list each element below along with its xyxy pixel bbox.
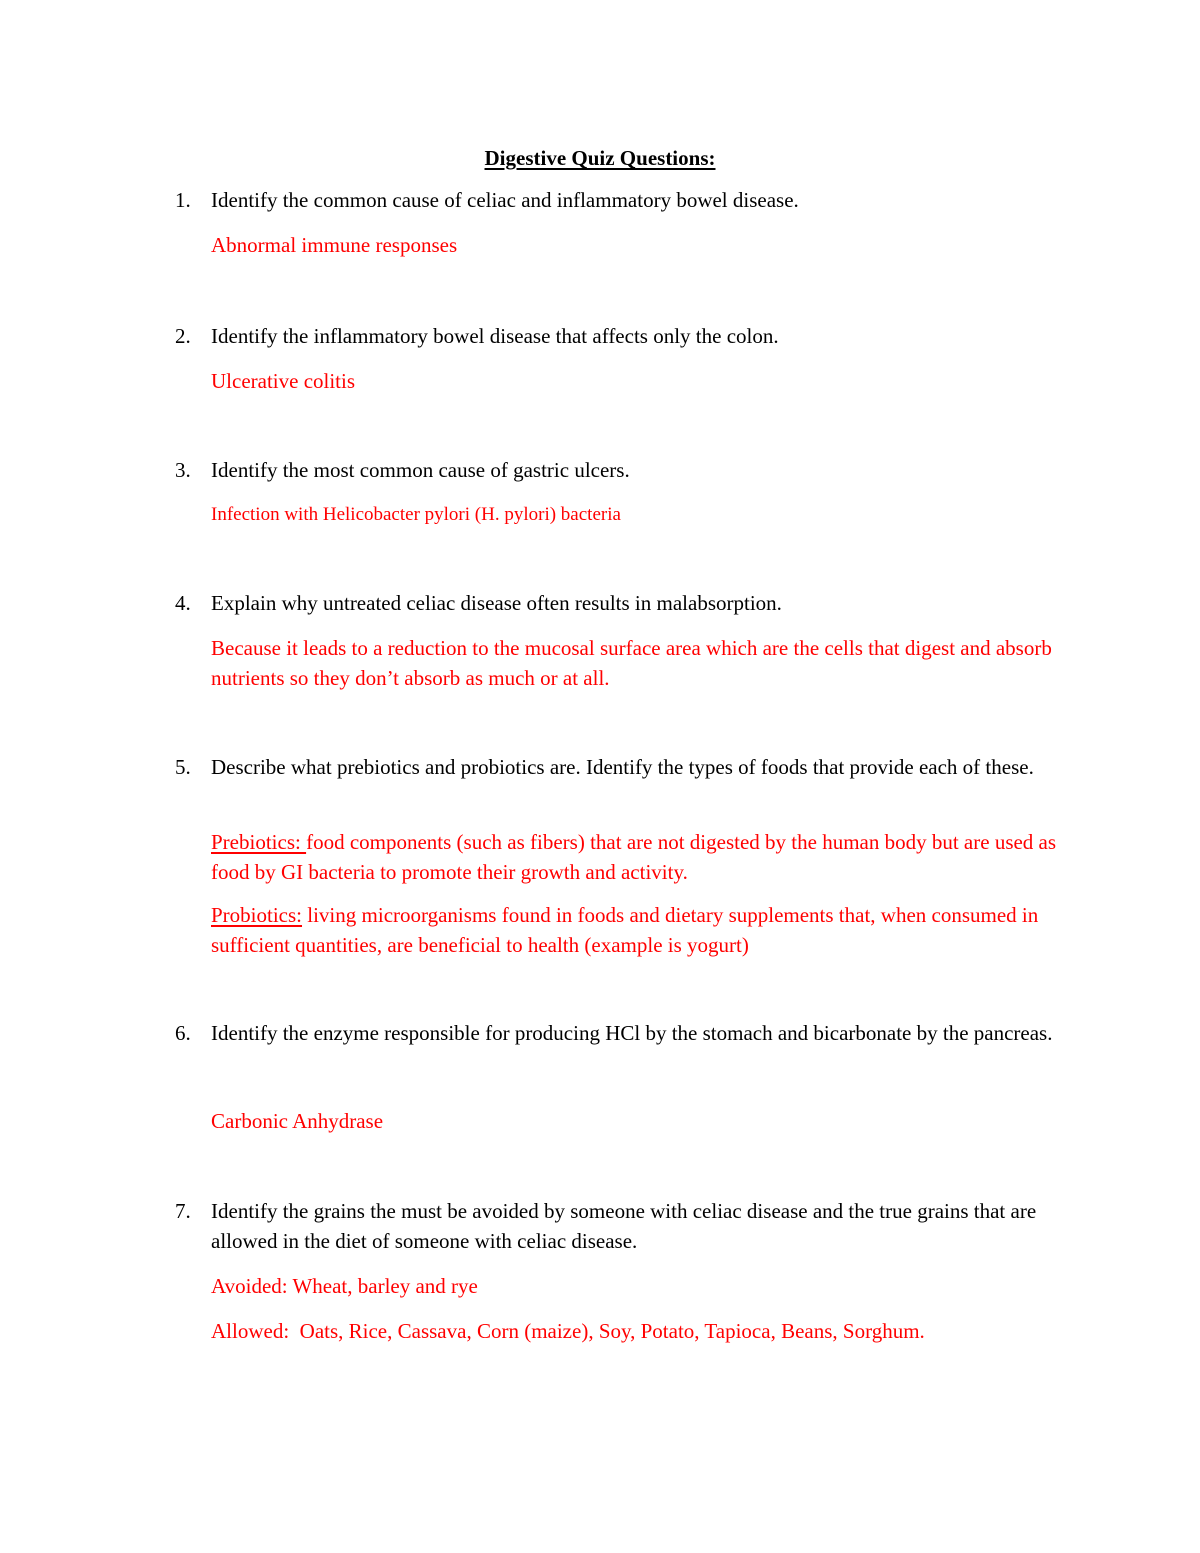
question-text: Describe what prebiotics and probiotics are. Identify the types of foods that provide each of these. (211, 755, 1034, 779)
answer-text: Ulcerative colitis (211, 369, 356, 393)
answer-text: Carbonic Anhydrase (211, 1109, 384, 1133)
prebiotics-definition: food components (such as fibers) that are not digested by the human body but are used as food by GI bacteria to promote their growth and activity. (211, 830, 1057, 884)
page-title: Digestive Quiz Questions: (484, 146, 716, 170)
question-number: 5. (175, 755, 191, 779)
question-number: 4. (175, 591, 191, 615)
question-number: 7. (175, 1199, 191, 1223)
answer-text: Because it leads to a reduction to the mucosal surface area which are the cells that digest and absorb nutrients so they don’t absorb as much or at all. (211, 636, 1052, 690)
answer-probiotics (211, 900, 1061, 960)
question-text: Identify the common cause of celiac and inflammatory bowel disease. (211, 188, 799, 212)
probiotics-definition: living microorganisms found in foods and dietary supplements that, when consumed in sufficient quantities, are beneficial to health (example is yogurt) (211, 903, 1039, 957)
answer-allowed: Allowed: Oats, Rice, Cassava, Corn (maize), Soy, Potato, Tapioca, Beans, Sorghum. (211, 1319, 925, 1343)
question-number: 3. (175, 458, 191, 482)
question-number: 2. (175, 324, 191, 348)
question-text: Identify the inflammatory bowel disease that affects only the colon. (211, 324, 779, 348)
prebiotics-label: Prebiotics: (211, 830, 307, 854)
answer-avoided: Avoided: Wheat, barley and rye (211, 1274, 478, 1298)
answer-prebiotics (211, 827, 1061, 887)
question-number: 6. (175, 1021, 191, 1045)
question-text: Explain why untreated celiac disease often results in malabsorption. (211, 591, 782, 615)
answer-text: Abnormal immune responses (211, 233, 458, 257)
probiotics-label: Probiotics: (211, 903, 303, 927)
answer-text: Infection with Helicobacter pylori (H. pylori) bacteria (211, 504, 621, 525)
question-text: Identify the grains the must be avoided by someone with celiac disease and the true grains that are allowed in the diet of someone with celiac disease. (211, 1199, 1037, 1253)
question-number: 1. (175, 188, 191, 212)
question-text: Identify the enzyme responsible for producing HCl by the stomach and bicarbonate by the pancreas. (211, 1021, 1053, 1045)
question-text: Identify the most common cause of gastric ulcers. (211, 458, 630, 482)
